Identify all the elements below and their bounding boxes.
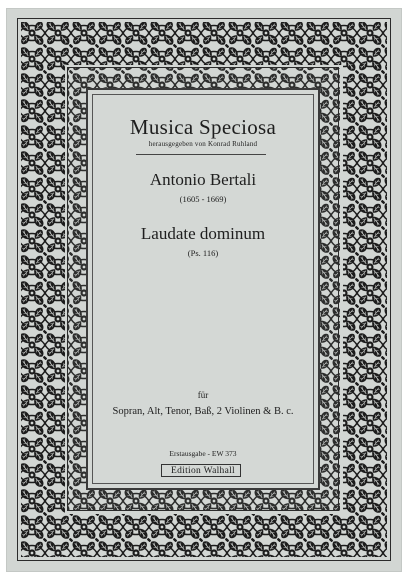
series-editor: herausgegeben von Konrad Ruhland <box>148 140 258 148</box>
instrumentation-for-label: für <box>197 390 209 400</box>
title-panel-frame <box>92 94 314 484</box>
publisher-name: Edition Walhall <box>171 466 235 476</box>
series-divider <box>136 154 266 155</box>
title-panel <box>86 88 320 490</box>
work-subtitle: (Ps. 116) <box>187 248 219 258</box>
edition-info: Erstausgabe - EW 373 <box>169 449 237 458</box>
composer-name: Antonio Bertali <box>149 170 257 189</box>
series-title: Musica Speciosa <box>129 115 277 139</box>
instrumentation-scoring: Sopran, Alt, Tenor, Baß, 2 Violinen & B. c. <box>112 406 294 417</box>
score-cover <box>7 9 401 571</box>
work-title: Laudate dominum <box>140 224 266 243</box>
composer-dates: (1605 - 1669) <box>179 194 227 204</box>
